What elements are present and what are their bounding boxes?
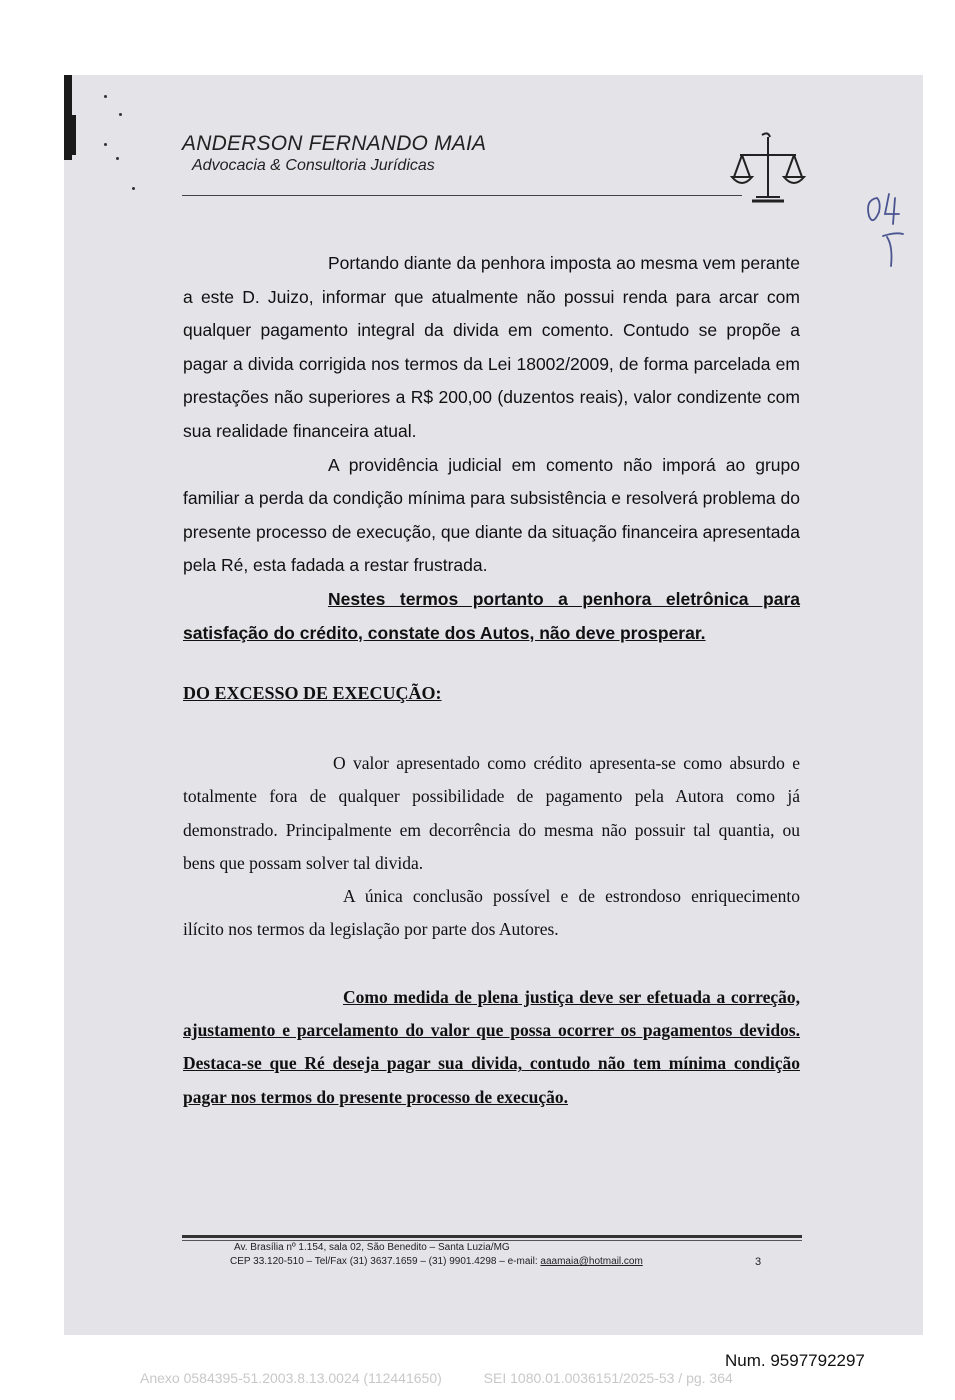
scanned-page: [64, 75, 923, 1335]
scan-artifact: [72, 115, 76, 155]
paragraph-judicial-measure: A providência judicial em comento não imporá ao grupo familiar a perda da condição mínima para subsistência e resolverá problema do presente processo de execução, que diante da situação financeira apresentada pela Ré, esta fadada a restar frustrada.: [183, 454, 800, 576]
scan-artifact: [116, 157, 119, 160]
paragraph-income: Portando diante da penhora imposta ao mesma vem perante a este D. Juizo, informar que atualmente não possui renda para arcar com qualquer pagamento integral da divida em comento. Contudo se propõe a pagar a divida corrigida nos termos da Lei 18002/2009, de forma parcelada em prestações não superiores a R$ 200,00 (duzentos reais), valor condizente com sua realidade financeira atual.: [183, 253, 800, 441]
intro-paragraphs: [183, 247, 800, 650]
scan-artifact: [104, 143, 107, 146]
scan-artifact: [64, 75, 72, 160]
paragraph-enrichment: A única conclusão possível e de estrondoso enriquecimento ilícito nos termos da legislação por parte dos Autores.: [183, 886, 800, 940]
paragraph-justice: Como medida de plena justiça deve ser efetuada a correção, ajustamento e parcelamento do valor que possa ocorrer os pagamentos devidos. Destaca-se que Ré deseja pagar sua divida, contudo não tem mínima condição pagar nos termos do presente processo de execução.: [183, 986, 800, 1107]
paragraph-conclusion: Nestes termos portanto a penhora eletrônica para satisfação do crédito, constate dos Autos, não deve prosperar.: [183, 588, 800, 643]
paragraph-excess: O valor apresentado como crédito apresenta-se como absurdo e totalmente fora de qualquer possibilidade de pagamento pela Autora como já demonstrado. Principalmente em decorrência do mesma não possuir tal quantia, ou bens que possam solver tal divida.: [183, 753, 800, 873]
footer-rule: [182, 1235, 802, 1238]
section-title: DO EXCESSO DE EXECUÇÃO:: [183, 683, 442, 703]
document-number: Num. 9597792297: [725, 1351, 865, 1370]
scan-artifact: [104, 95, 107, 98]
sei-footer: [140, 1370, 771, 1386]
annex-reference: Anexo 0584395-51.2003.8.13.0024 (112441650): [140, 1370, 442, 1386]
footer-email: aaamaia@hotmail.com: [540, 1256, 643, 1267]
section-paragraphs: [183, 747, 800, 1114]
footer-contact: [230, 1256, 643, 1267]
footer-rule: [182, 1240, 802, 1241]
letterhead-name: ANDERSON FERNANDO MAIA: [182, 132, 487, 155]
handwritten-mark: [863, 190, 907, 285]
page-number: 3: [755, 1256, 762, 1268]
letterhead-rule: [182, 195, 742, 196]
letterhead-subtitle: Advocacia & Consultoria Jurídicas: [192, 157, 435, 174]
scan-artifact: [132, 187, 135, 190]
sei-reference: SEI 1080.01.0036151/2025-53 / pg. 364: [483, 1370, 733, 1386]
footer-contact-text: CEP 33.120-510 – Tel/Fax (31) 3637.1659 – (31) 9901.4298 – e-mail:: [230, 1256, 541, 1267]
footer-address: Av. Brasília nº 1.154, sala 02, São Benedito – Santa Luzia/MG: [234, 1242, 510, 1253]
scales-of-justice-icon: [728, 131, 808, 216]
scan-artifact: [119, 113, 122, 116]
